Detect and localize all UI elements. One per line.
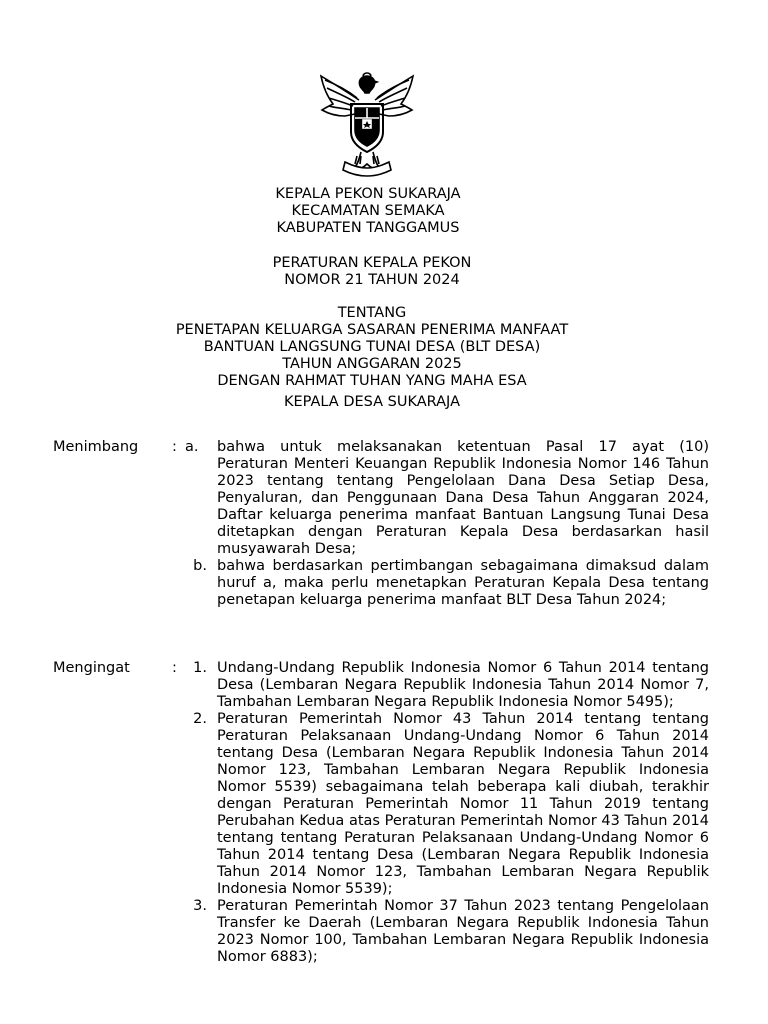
mengingat-label: Mengingat bbox=[53, 660, 130, 676]
issuer-block bbox=[0, 186, 752, 237]
regulation-number: NOMOR 21 TAHUN 2024 bbox=[284, 272, 460, 288]
issuer-line-3: KABUPATEN TANGGAMUS bbox=[276, 220, 460, 236]
menimbang-colon: : bbox=[172, 439, 177, 455]
about-heading: TENTANG bbox=[337, 305, 407, 321]
official-title: KEPALA DESA SUKARAJA bbox=[283, 394, 460, 410]
regulation-title-block bbox=[0, 255, 756, 289]
regulation-title: PERATURAN KEPALA PEKON bbox=[272, 255, 472, 271]
menimbang-label: Menimbang bbox=[53, 439, 139, 455]
list-item bbox=[53, 558, 713, 609]
item-number: b. bbox=[193, 558, 207, 574]
subject-line-3: TAHUN ANGGARAN 2025 bbox=[282, 356, 462, 372]
item-number: 3. bbox=[193, 898, 207, 914]
list-item bbox=[53, 439, 713, 558]
item-number: a. bbox=[185, 439, 199, 455]
list-item bbox=[53, 711, 713, 898]
garuda-emblem-icon bbox=[317, 70, 417, 182]
subject-line-1: PENETAPAN KELUARGA SASARAN PENERIMA MANFAAT bbox=[175, 322, 569, 338]
item-text: Peraturan Pemerintah Nomor 37 Tahun 2023 tentang Pengelolaan Transfer ke Daerah (Lembaran Negara Republik Indonesia Tahun 2023 Nomor 100, Tambahan Lembaran Negara Republik Indonesia Nomor 6883); bbox=[217, 898, 709, 965]
subject-line-2: BANTUAN LANGSUNG TUNAI DESA (BLT DESA) bbox=[203, 339, 541, 355]
menimbang-section bbox=[53, 439, 713, 609]
issuer-line-1: KEPALA PEKON SUKARAJA bbox=[275, 186, 461, 202]
item-text: Undang-Undang Republik Indonesia Nomor 6 Tahun 2014 tentang Desa (Lembaran Negara Republik Indonesia Tahun 2014 Nomor 7, Tambahan Lembaran Negara Republik Indonesia Nomor 5495); bbox=[217, 660, 709, 710]
item-text: Peraturan Pemerintah Nomor 43 Tahun 2014 tentang tentang Peraturan Pelaksanaan Undang-Undang Nomor 6 Tahun 2014 tentang Desa (Lembaran Negara Republik Indonesia Tahun 2014 Nomor 123, Tambahan Lembaran Negara Republik Indonesia Nomor 5539) sebagaimana telah beberapa kali diubah, terakhir dengan Peraturan Pemerintah Nomor 11 Tahun 2019 tentang Perubahan Kedua atas Peraturan Pemerintah Nomor 43 Tahun 2014 tentang tentang Peraturan Pelaksanaan Undang-Undang Nomor 6 Tahun 2014 tentang Desa (Lembaran Negara Republik Indonesia Tahun 2014 Nomor 123, Tambahan Lembaran Negara Republik Indonesia Nomor 5539); bbox=[217, 711, 709, 897]
issuer-line-2: KECAMATAN SEMAKA bbox=[291, 203, 445, 219]
item-number: 2. bbox=[193, 711, 207, 727]
blessing-line: DENGAN RAHMAT TUHAN YANG MAHA ESA bbox=[217, 373, 527, 389]
list-item bbox=[53, 898, 713, 966]
item-number: 1. bbox=[193, 660, 207, 676]
item-text: bahwa berdasarkan pertimbangan sebagaimana dimaksud dalam huruf a, maka perlu menetapkan Peraturan Kepala Desa tentang penetapan keluarga penerima manfaat BLT Desa Tahun 2024; bbox=[217, 558, 709, 608]
mengingat-colon: : bbox=[172, 660, 177, 676]
mengingat-section bbox=[53, 660, 713, 966]
list-item bbox=[53, 660, 713, 711]
subject-block bbox=[0, 305, 756, 411]
item-text: bahwa untuk melaksanakan ketentuan Pasal 17 ayat (10) Peraturan Menteri Keuangan Republik Indonesia Nomor 146 Tahun 2023 tentang tentang Pengelolaan Dana Desa Setiap Desa, Penyaluran, dan Penggunaan Dana Desa Tahun Anggaran 2024, Daftar keluarga penerima manfaat Bantuan Langsung Tunai Desa ditetapkan dengan Peraturan Kepala Desa berdasarkan hasil musyawarah Desa; bbox=[217, 439, 709, 557]
